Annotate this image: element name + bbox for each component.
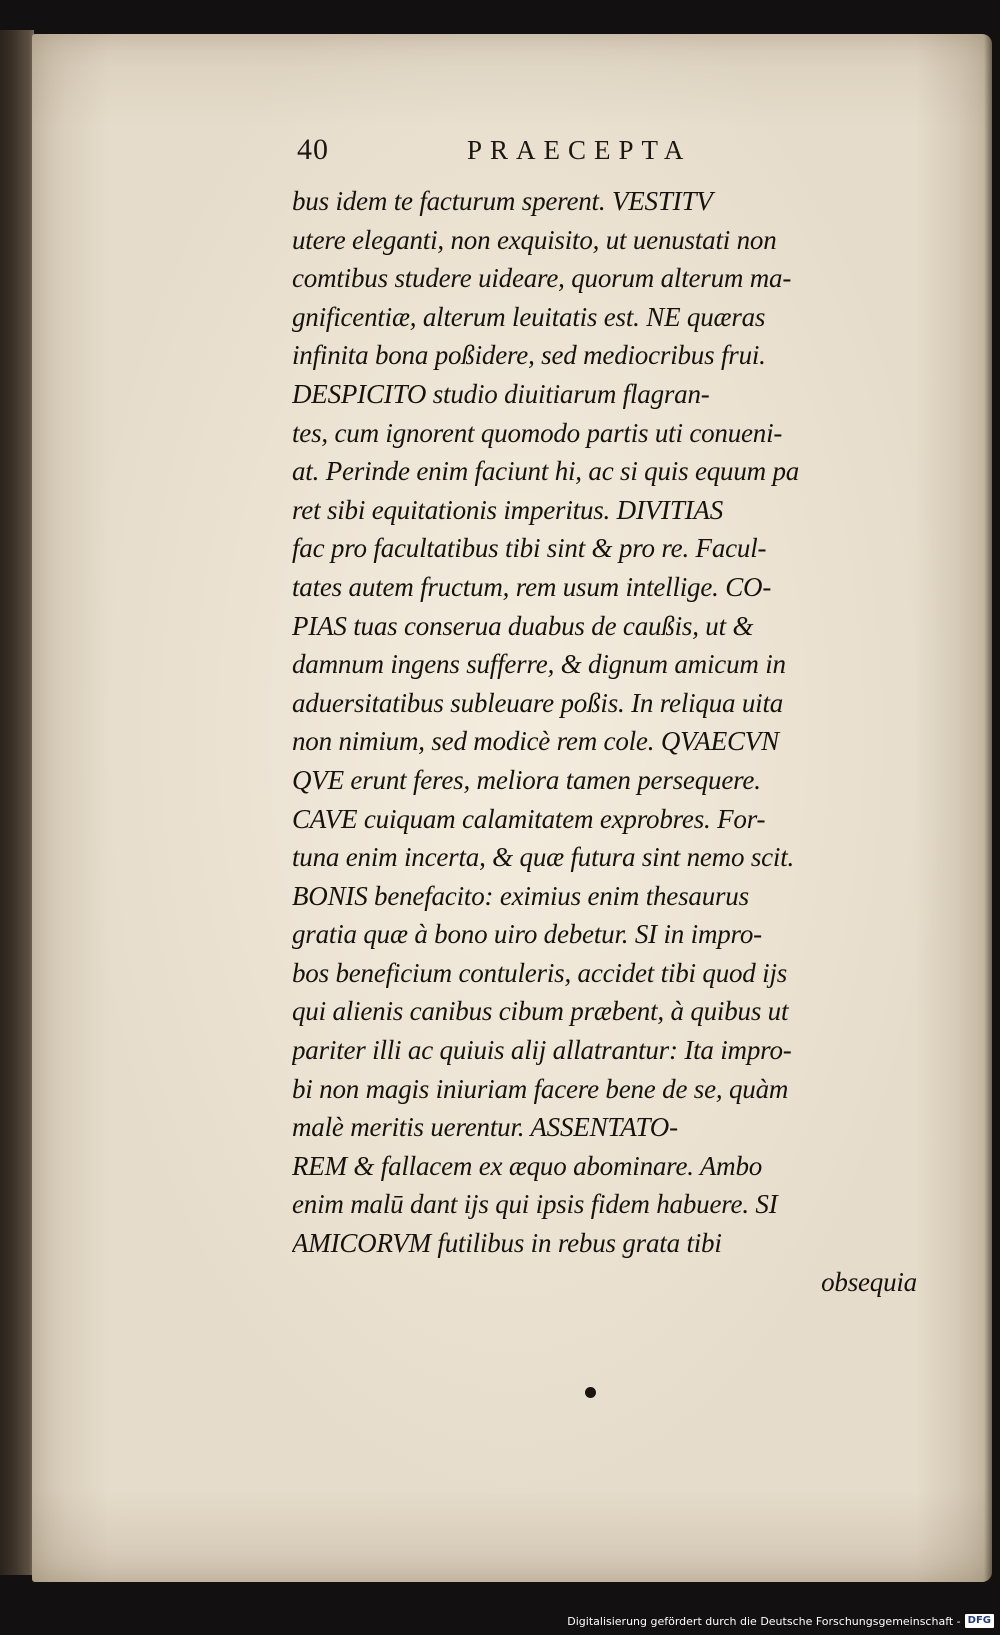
text-line: gratia quæ à bono uiro debetur. SI in impro- [292,919,762,950]
text-line: bi non magis iniuriam facere bene de se, quàm [292,1073,789,1104]
text-line: tes, cum ignorent quomodo partis uti conueni- [292,417,783,448]
text-line: damnum ingens sufferre, & dignum amicum in [292,649,786,680]
page-edge-shadow [984,34,1000,1582]
page-header [297,133,917,173]
ink-dot [585,1387,596,1398]
running-head: PRAECEPTA [467,135,692,165]
body-text [292,182,917,1301]
text-line: tuna enim incerta, & quæ futura sint nemo scit. [292,842,795,873]
text-line: REM & fallacem ex æquo abominare. Ambo [292,1150,763,1181]
text-line: gnificentiæ, alterum leuitatis est. NE quæras [292,301,766,332]
text-line: QVE erunt feres, meliora tamen persequere. [292,764,761,795]
text-line: infinita bona poßidere, sed mediocribus frui. [292,340,766,371]
dfg-logo: DFG [965,1614,994,1628]
text-line: enim malū dant ijs qui ipsis fidem habuere. SI [292,1189,778,1220]
text-line: CAVE cuiquam calamitatem exprobres. For- [292,803,766,834]
book-spine-edge [0,30,34,1575]
catchword: obsequia [821,1266,917,1297]
digitization-credit [567,1612,994,1630]
text-line: BONIS benefacito: eximius enim thesaurus [292,880,749,911]
text-line: malè meritis uerentur. ASSENTATO- [292,1112,678,1143]
text-line: PIAS tuas conserua duabus de caußis, ut & [292,610,754,641]
text-line: utere eleganti, non exquisito, ut uenustati non [292,224,777,255]
text-line: fac pro facultatibus tibi sint & pro re. Facul- [292,533,767,564]
text-line: ret sibi equitationis imperitus. DIVITIAS [292,494,724,525]
text-line: at. Perinde enim faciunt hi, ac si quis equum pa [292,456,800,487]
text-line: AMICORVM futilibus in rebus grata tibi [292,1228,722,1259]
text-line: aduersitatibus subleuare poßis. In reliqua uita [292,687,784,718]
text-line: pariter illi ac quiuis alij allatrantur: Ita impro- [292,1035,792,1066]
text-line: non nimium, sed modicè rem cole. QVAECVN [292,726,779,757]
page-number: 40 [297,133,329,166]
text-line: bos beneficium contuleris, accidet tibi quod ijs [292,957,788,988]
text-line: bus idem te facturum sperent. VESTITV [292,186,713,216]
text-line: comtibus studere uideare, quorum alterum ma- [292,263,792,294]
text-line: qui alienis canibus cibum præbent, à quibus ut [292,996,789,1027]
text-line: DESPICITO studio diuitiarum flagran- [292,378,710,409]
text-line: tates autem fructum, rem usum intellige. CO- [292,571,772,602]
credit-text: Digitalisierung gefördert durch die Deutsche Forschungsgemeinschaft - [567,1614,961,1628]
